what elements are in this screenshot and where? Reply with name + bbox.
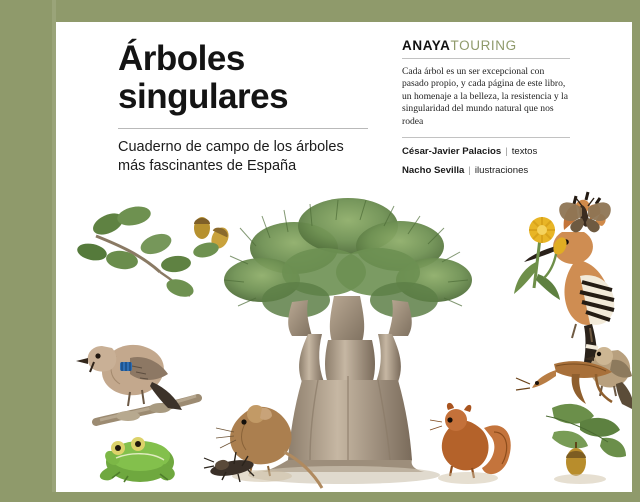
- cover-bottom-band: [0, 492, 640, 502]
- dandelion-bloom: [529, 217, 555, 243]
- illustrator-role: ilustraciones: [474, 165, 529, 177]
- publisher-divider: [402, 58, 570, 59]
- oak-leaves-with-acorn: [546, 404, 626, 484]
- grasshopper-illustration: [516, 361, 612, 404]
- credit-separator: |: [468, 165, 471, 177]
- title-panel: [102, 26, 390, 174]
- cover-blurb: Cada árbol es un ser excepcional con pasado propio, y cada página de este libro, un homenaje a la belleza, la resistencia y la singularidad del mundo natural que nos rodea: [402, 66, 568, 127]
- publisher-imprint: TOURING: [450, 38, 517, 53]
- jay-bird-illustration: [76, 345, 198, 422]
- subtitle: Cuaderno de campo de los árboles más fascinantes de España: [118, 139, 344, 174]
- oak-branch-with-acorns: [76, 204, 232, 300]
- publisher-logo: [402, 38, 570, 53]
- credit-author: [402, 145, 570, 158]
- cover-spine-band: [0, 0, 52, 502]
- credits-divider: [402, 137, 570, 138]
- publisher-panel: [390, 26, 582, 177]
- author-name: César-Javier Palacios: [402, 146, 502, 158]
- tree-frog-illustration: [100, 437, 175, 482]
- cover-illustration: [56, 176, 632, 492]
- credit-separator: |: [505, 146, 508, 158]
- acorn: [194, 217, 210, 239]
- publisher-name: ANAYA: [402, 38, 451, 53]
- title-line-2: singulares: [118, 77, 289, 116]
- cover-right-band: [632, 0, 640, 502]
- title-line-1: Árboles: [118, 39, 245, 78]
- cover-top-band: [56, 0, 640, 22]
- title-divider: [118, 128, 368, 129]
- red-squirrel-illustration: [430, 403, 511, 484]
- illustrator-name: Nacho Sevilla: [402, 165, 465, 177]
- author-role: textos: [511, 146, 538, 158]
- page-title: [118, 40, 374, 116]
